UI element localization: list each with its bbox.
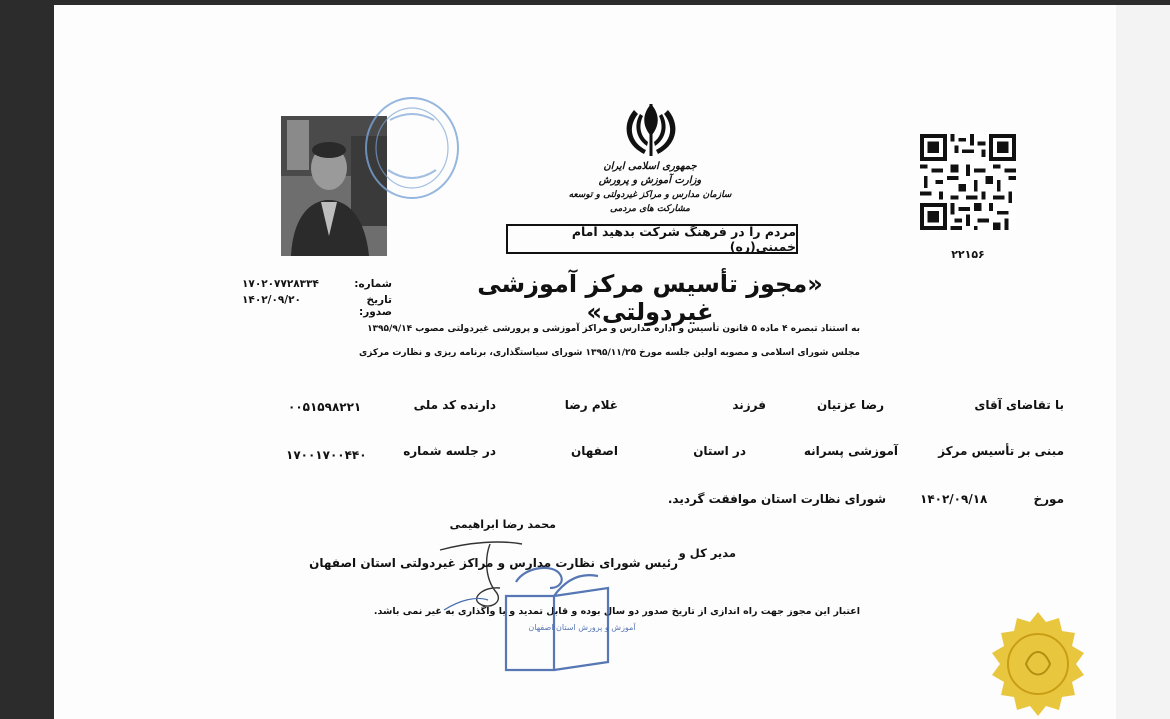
ministry-line-1: جمهوری اسلامی ایران bbox=[603, 161, 697, 172]
ministry-line-3: سازمان مدارس و مراکز غیردولتی و توسعه مشارکت های مردمی bbox=[568, 190, 732, 214]
legal-basis-line-2: مجلس شورای اسلامی و مصوبه اولین جلسه مورخ ۱۳۹۵/۱۱/۲۵ شورای سیاستگذاری، برنامه ریزی و نظارت مرکزی bbox=[358, 348, 860, 358]
seal-text: آموزش و پرورش استان اصفهان bbox=[528, 623, 636, 632]
qr-number: ۲۲۱۵۶ bbox=[951, 248, 985, 261]
issue-date-label: تاریخ صدور: bbox=[359, 294, 392, 318]
issue-date-value: ۱۴۰۲/۰۹/۲۰ bbox=[242, 294, 301, 306]
session-date: ۱۴۰۲/۰۹/۱۸ bbox=[920, 492, 988, 506]
dated-label: مورخ bbox=[1033, 492, 1064, 506]
blue-stamp-icon bbox=[360, 90, 462, 208]
session-label: در جلسه شماره bbox=[403, 444, 496, 458]
ministry-line-2: وزارت آموزش و پرورش bbox=[598, 175, 702, 186]
role-prefix: مدیر کل و bbox=[678, 546, 736, 560]
center-type: آموزشی پسرانه bbox=[803, 444, 898, 458]
signer-role: رئیس شورای نظارت مدارس و مراکز غیردولتی استان اصفهان bbox=[309, 556, 678, 570]
emblem-icon bbox=[620, 100, 682, 162]
father-name: غلام رضا bbox=[564, 398, 618, 412]
official-seal-icon bbox=[498, 558, 636, 686]
validity-text: اعتبار این مجوز جهت راه اندازی از تاریخ صدور دو سال بوده و قابل تمدید و یا واگذاری به غیر نمی باشد. bbox=[373, 606, 860, 617]
page-edge bbox=[1116, 5, 1170, 719]
page-title: «مجوز تأسیس مرکز آموزشی غیردولتی» bbox=[477, 270, 823, 326]
basis-label: مبنی بر تأسیس مرکز bbox=[938, 444, 1064, 458]
motto-box: مردم را در فرهنگ شرکت بدهید امام خمینی(ره) bbox=[506, 224, 798, 254]
request-label: با تقاضای آقای bbox=[974, 398, 1064, 412]
gold-seal-icon bbox=[982, 608, 1094, 716]
signer-name: محمد رضا ابراهیمی bbox=[449, 518, 556, 531]
applicant-name: رضا عزتیان bbox=[816, 398, 884, 412]
number-value: ۱۷۰۲۰۷۷۲۸۳۳۴ bbox=[242, 278, 319, 290]
qr-code bbox=[920, 134, 1016, 230]
ministry-header bbox=[560, 160, 740, 216]
number-label: شماره: bbox=[354, 278, 392, 290]
legal-basis-line-1: به استناد تبصره ۴ ماده ۵ قانون تأسیس و اداره مدارس و مراکز آموزشی و پرورشی غیردولتی مصوب ۱۳۹۵/۹/۱۴ bbox=[367, 324, 860, 334]
approval-text: شورای نظارت استان موافقت گردید. bbox=[667, 492, 886, 506]
child-of-label: فرزند bbox=[732, 398, 766, 412]
national-id-label: دارنده کد ملی bbox=[413, 398, 496, 412]
province-label: در استان bbox=[693, 444, 746, 458]
national-id-value: ۰۰۵۱۵۹۸۲۲۱ bbox=[288, 400, 362, 414]
province-value: اصفهان bbox=[570, 444, 618, 458]
session-number: ۱۷۰۰۱۷۰۰۴۴۰ bbox=[286, 448, 367, 462]
